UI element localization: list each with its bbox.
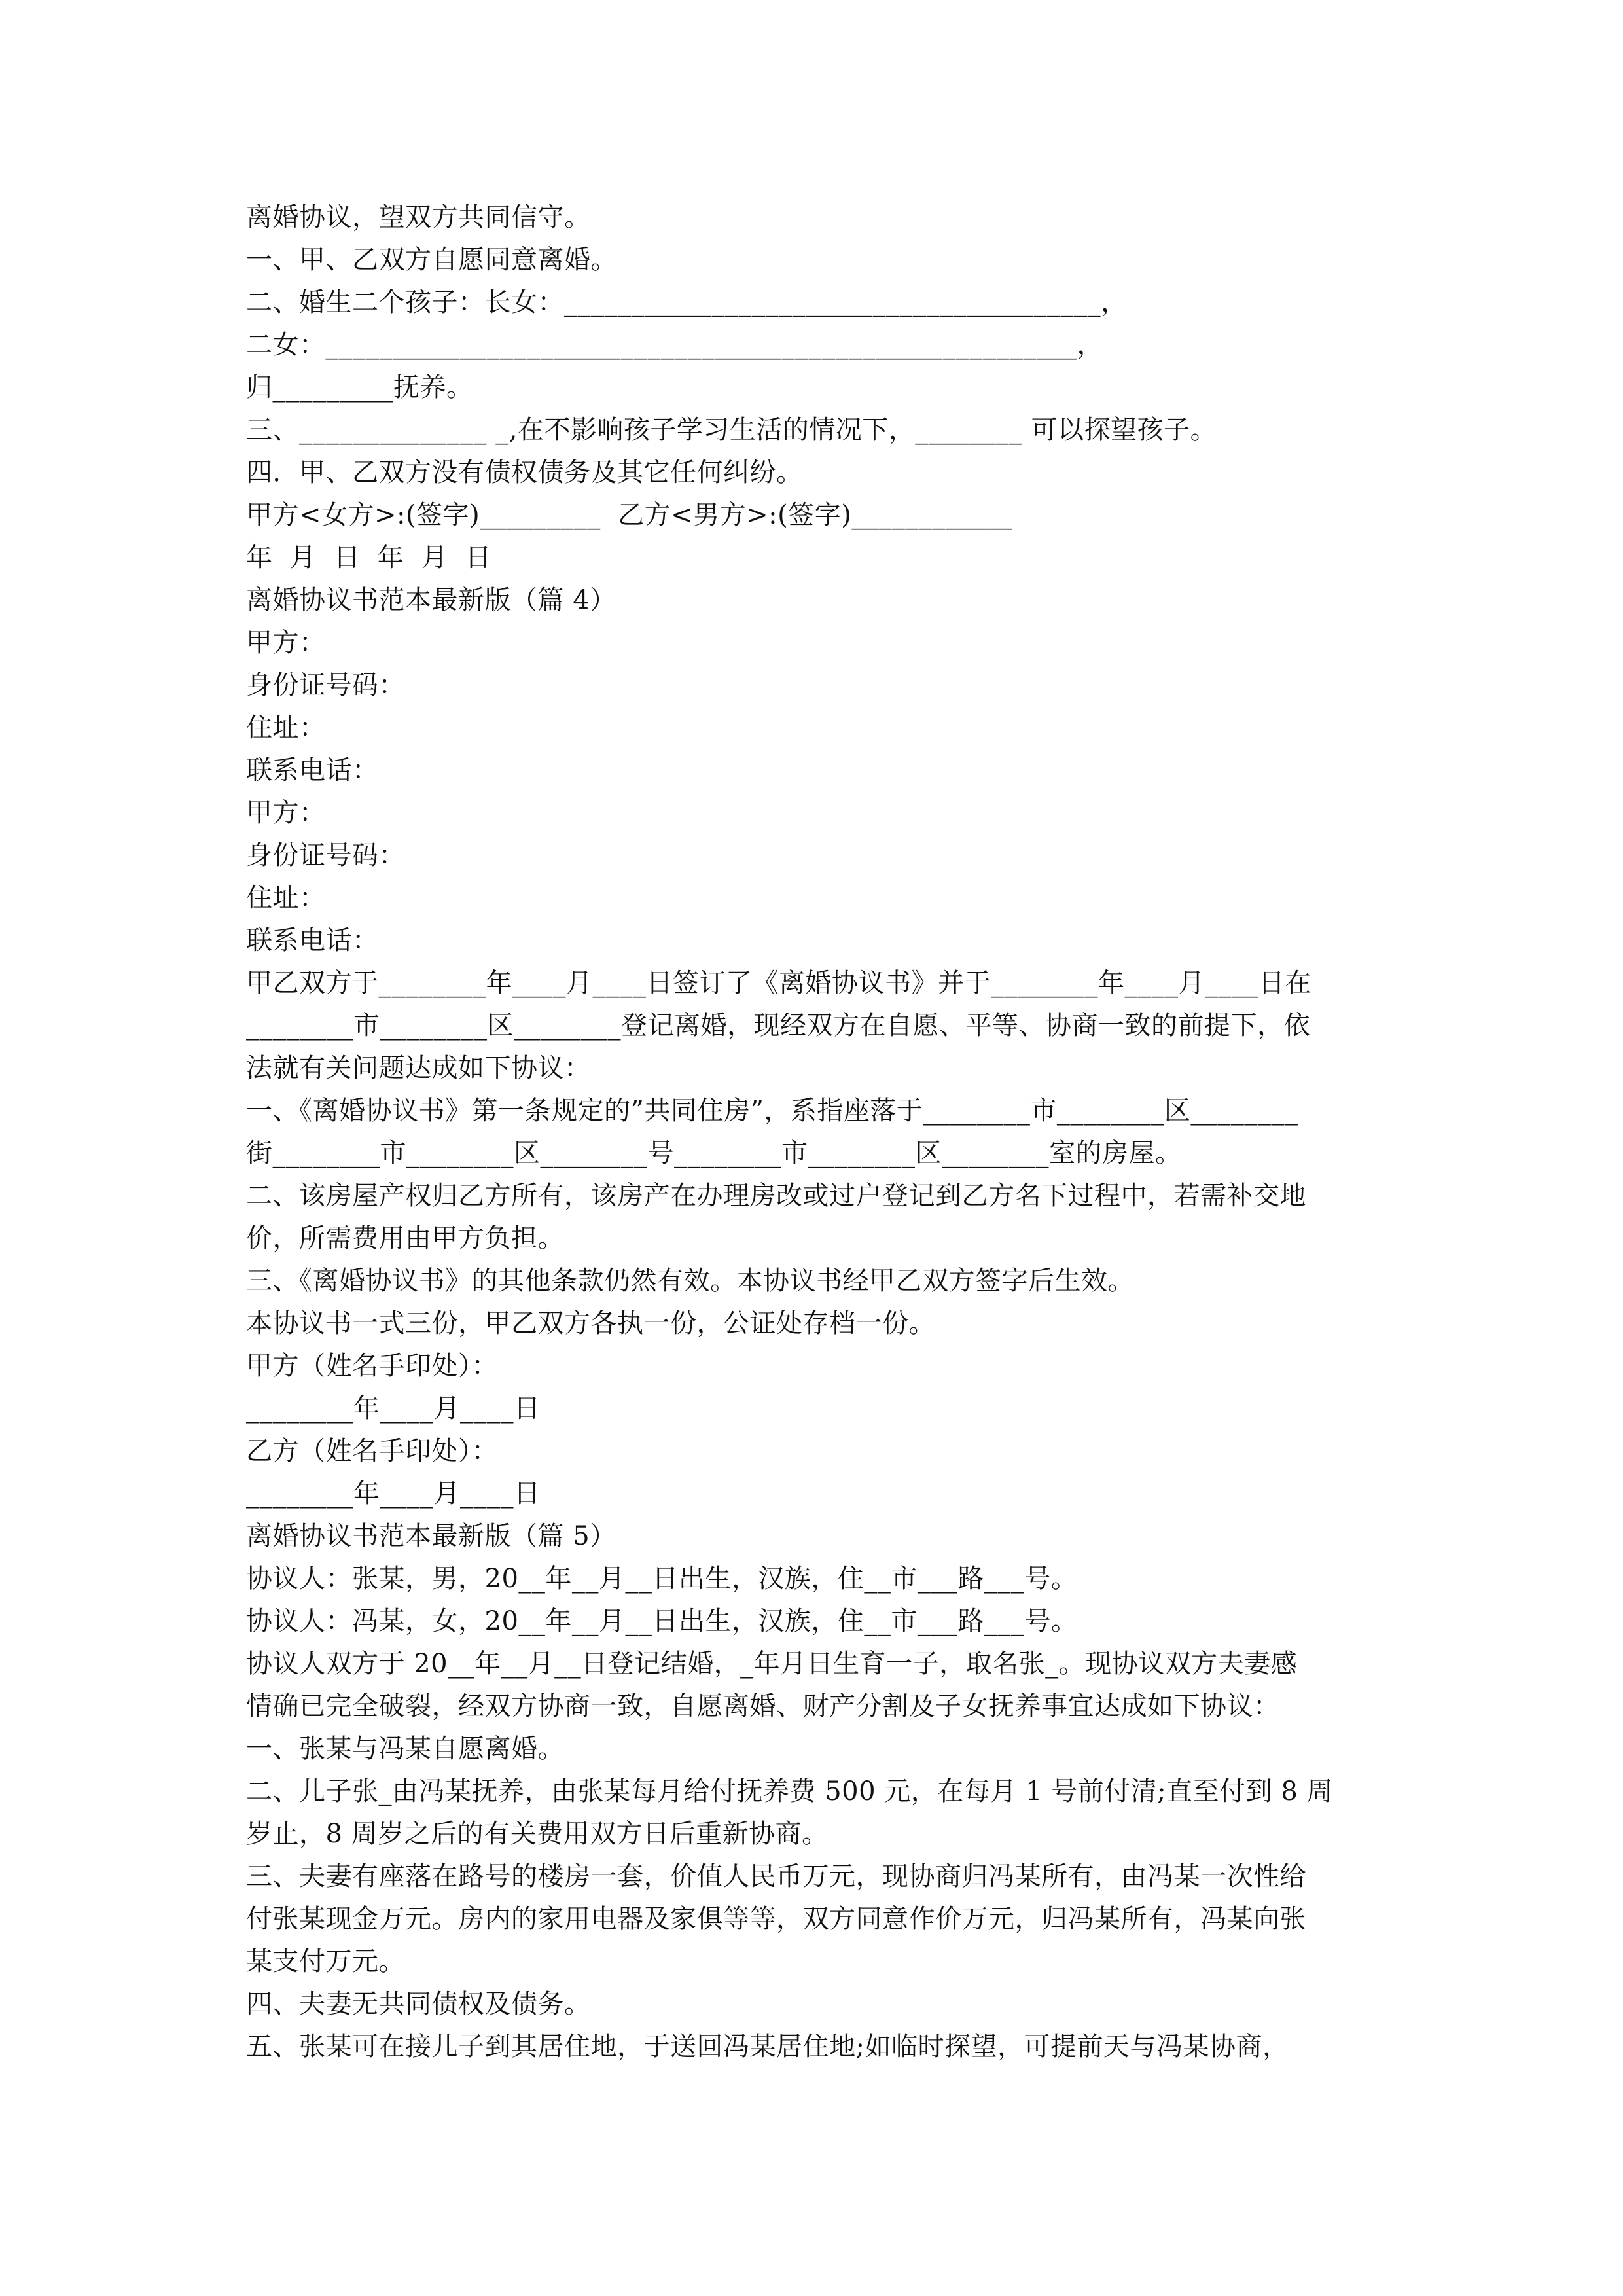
text-line: 五、张某可在接儿子到其居住地，于送回冯某居住地;如临时探望，可提前天与冯某协商，: [246, 2032, 1289, 2062]
text-line: 年 月 日 年 月 日: [246, 543, 492, 573]
text-line: 街________市________区________号________市________区________室的房屋。: [246, 1138, 1182, 1168]
text-line: 价，所需费用由甲方负担。: [246, 1223, 564, 1253]
text-line: 联系电话：: [246, 755, 379, 785]
text-line: 二女：________________________________________________________，: [246, 330, 1103, 360]
text-line: 协议人：张某，男，20__年__月__日出生，汉族，住__市___路___号。: [246, 1564, 1078, 1594]
text-line: 二、婚生二个孩子：长女：________________________________________，: [246, 287, 1128, 317]
text-line: 甲方：: [246, 798, 326, 828]
text-line: 身份证号码：: [246, 840, 405, 870]
text-line: 协议人双方于 20__年__月__日登记结婚，_年月日生育一子，取名张_。现协议双方夫妻感: [246, 1649, 1298, 1679]
text-line: 住址：: [246, 713, 326, 743]
text-line: 付张某现金万元。房内的家用电器及家俱等等，双方同意作价万元，归冯某所有，冯某向张: [246, 1904, 1306, 1934]
text-line: 一、甲、乙双方自愿同意离婚。: [246, 245, 617, 275]
text-line: 联系电话：: [246, 925, 379, 956]
text-line: 二、该房屋产权归乙方所有，该房产在办理房改或过户登记到乙方名下过程中，若需补交地: [246, 1181, 1306, 1211]
text-line: 一、《离婚协议书》第一条规定的”共同住房”，系指座落于________市________区________: [246, 1096, 1298, 1126]
text-line: 一、张某与冯某自愿离婚。: [246, 1734, 564, 1764]
text-line: 甲方<女方>:(签字)_________ 乙方<男方>:(签字)____________: [246, 500, 1013, 530]
text-line: 协议人：冯某，女，20__年__月__日出生，汉族，住__市___路___号。: [246, 1606, 1078, 1636]
text-line: 住址：: [246, 883, 326, 913]
text-line: ________市________区________登记离婚，现经双方在自愿、平等、协商一致的前提下，依: [246, 1011, 1310, 1041]
section-heading: 离婚协议书范本最新版（篇 4）: [246, 585, 616, 615]
text-line: ________年____月____日: [246, 1479, 541, 1509]
text-line: 甲方（姓名手印处）：: [246, 1351, 498, 1381]
text-line: 归_________抚养。: [246, 372, 473, 403]
text-line: 乙方（姓名手印处）：: [246, 1436, 498, 1466]
text-line: 法就有关问题达成如下协议：: [246, 1053, 591, 1083]
text-line: 甲方：: [246, 628, 326, 658]
text-line: 四、夫妻无共同债权及债务。: [246, 1989, 591, 2019]
text-line: 三、《离婚协议书》的其他条款仍然有效。本协议书经甲乙双方签字后生效。: [246, 1266, 1134, 1296]
text-line: 情确已完全破裂，经双方协商一致，自愿离婚、财产分割及子女抚养事宜达成如下协议：: [246, 1691, 1280, 1721]
text-line: 甲乙双方于________年____月____日签订了《离婚协议书》并于________年____月____日在: [246, 968, 1311, 998]
text-line: 三、夫妻有座落在路号的楼房一套，价值人民币万元，现协商归冯某所有，由冯某一次性给: [246, 1861, 1306, 1892]
text-line: 某支付万元。: [246, 1946, 405, 1977]
text-line: ________年____月____日: [246, 1393, 541, 1424]
text-line: 身份证号码：: [246, 670, 405, 700]
text-line: 二、儿子张_由冯某抚养，由张某每月给付抚养费 500 元，在每月 1 号前付清;直至付到 8 周: [246, 1776, 1334, 1806]
text-line: 三、______________ _,在不影响孩子学习生活的情况下，________ 可以探望孩子。: [246, 415, 1217, 445]
section-heading: 离婚协议书范本最新版（篇 5）: [246, 1521, 616, 1551]
text-line: 本协议书一式三份，甲乙双方各执一份，公证处存档一份。: [246, 1308, 935, 1338]
text-line: 岁止，8 周岁之后的有关费用双方日后重新协商。: [246, 1819, 829, 1849]
text-line: 四．甲、乙双方没有债权债务及其它任何纠纷。: [246, 457, 803, 488]
text-line: 离婚协议，望双方共同信守。: [246, 202, 591, 232]
